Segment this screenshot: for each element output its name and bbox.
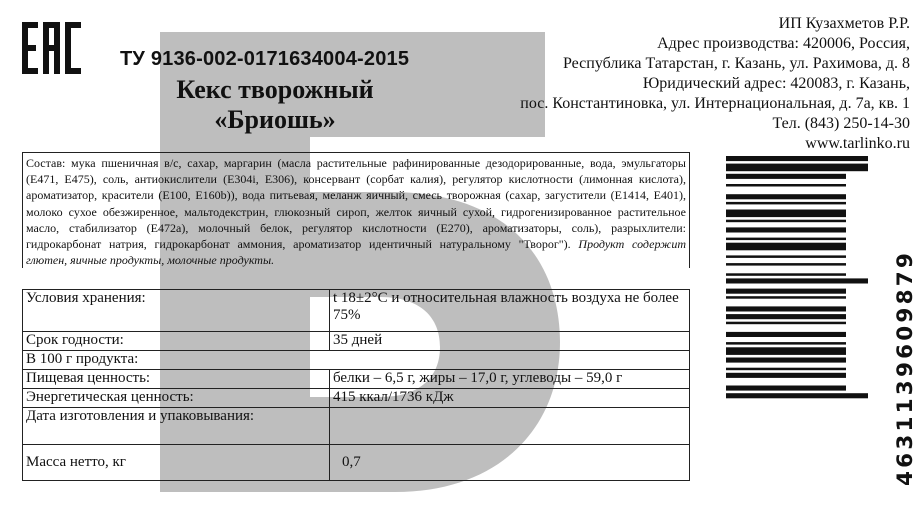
energy-value: 415 ккал/1736 кДж bbox=[330, 389, 690, 408]
product-title-line1: Кекс творожный bbox=[176, 75, 374, 104]
shelf-life-value: 35 дней bbox=[330, 332, 690, 351]
barcode-bar bbox=[726, 255, 846, 258]
barcode-bar bbox=[726, 202, 846, 205]
barcode-bar bbox=[726, 314, 846, 319]
eac-logo bbox=[22, 22, 82, 74]
storage-label: Условия хранения: bbox=[23, 290, 330, 332]
product-info-table bbox=[22, 289, 690, 481]
barcode-bar bbox=[726, 358, 846, 363]
net-mass-value: 0,7 bbox=[330, 445, 690, 481]
barcode-bar bbox=[726, 194, 846, 199]
barcode-bar bbox=[726, 342, 846, 345]
shelf-life-label: Срок годности: bbox=[23, 332, 330, 351]
product-title bbox=[150, 75, 400, 135]
table-row bbox=[23, 370, 690, 389]
table-row bbox=[23, 389, 690, 408]
barcode-bar bbox=[726, 243, 846, 251]
barcode-bar bbox=[726, 306, 846, 311]
barcode-bar bbox=[726, 368, 846, 371]
barcode-bar bbox=[726, 278, 868, 283]
production-date-label: Дата изготовления и упаковывания: bbox=[23, 408, 330, 445]
production-address-line2: Республика Татарстан, г. Казань, ул. Рахимова, д. 8 bbox=[562, 55, 910, 72]
barcode-bar bbox=[726, 184, 846, 187]
nutrition-value: белки – 6,5 г, жиры – 17,0 г, углеводы – 59,0 г bbox=[330, 370, 690, 389]
table-row bbox=[23, 408, 690, 445]
product-title-line2: «Бриошь» bbox=[214, 105, 336, 134]
per-100g-label: В 100 г продукта: bbox=[23, 351, 690, 370]
barcode-bar bbox=[726, 386, 846, 391]
table-row bbox=[23, 445, 690, 481]
storage-value: t 18±2°С и относительная влажность воздуха не более 75% bbox=[330, 290, 690, 332]
manufacturer-name: ИП Кузахметов Р.Р. bbox=[778, 15, 910, 32]
barcode-bar bbox=[726, 273, 846, 276]
barcode-bar bbox=[726, 227, 846, 232]
manufacturer-info bbox=[440, 14, 910, 154]
barcode-bar bbox=[726, 296, 846, 299]
legal-address-line2: пос. Константиновка, ул. Интернациональная, д. 7а, кв. 1 bbox=[520, 95, 910, 112]
barcode-bar bbox=[726, 347, 846, 355]
barcode-bar bbox=[726, 393, 868, 398]
barcode-bar bbox=[726, 174, 846, 179]
legal-address-line1: Юридический адрес: 420083, г. Казань, bbox=[642, 75, 910, 92]
barcode-bar bbox=[726, 238, 846, 241]
barcode-bar bbox=[726, 332, 846, 337]
phone: Тел. (843) 250-14-30 bbox=[772, 115, 910, 132]
table-row bbox=[23, 351, 690, 370]
barcode-bar bbox=[726, 156, 868, 161]
website: www.tarlinko.ru bbox=[805, 135, 910, 152]
barcode bbox=[726, 150, 918, 495]
barcode-bar bbox=[726, 322, 846, 325]
barcode-bar bbox=[726, 373, 846, 378]
allergen-note: Продукт содержит глютен, яичные продукты, молочные продукты. bbox=[26, 237, 686, 268]
composition-box bbox=[22, 152, 690, 268]
barcode-bar bbox=[726, 210, 846, 218]
barcode-bar bbox=[726, 289, 846, 294]
barcode-bar bbox=[726, 164, 868, 172]
composition-text: Состав: мука пшеничная в/с, сахар, маргарин (масла растительные рафинированные дезодорированные, вода, эмульгаторы (Е471, Е475), соль, антиокислители (Е304i, Е306), консервант (сорбат калия), регулятор кислотности (лимонная кислота), ароматизатор, красители (Е100, Е160b)), вода питьевая, меланж яичный, смесь творожная (сахар, загустители (Е1414, Е401), молоко сухое обезжиренное, мальтодекстрин, глюкозный сироп, желток яичный сухой, гидрогенизированное растительное масло, стабилизатор (Е472а), молочный белок, регулятор кислотности (Е270), ароматизаторы, соль), разрыхлители: гидрокарбонат натрия, гидрокарбонат аммония, ароматизатор идентичный натуральному "Творог"). bbox=[26, 156, 686, 252]
nutrition-label: Пищевая ценность: bbox=[23, 370, 330, 389]
standard-code: ТУ 9136-002-0171634004-2015 bbox=[120, 48, 410, 70]
net-mass-label: Масса нетто, кг bbox=[23, 445, 330, 481]
production-date-value bbox=[330, 408, 690, 445]
barcode-bar bbox=[726, 263, 846, 266]
barcode-bar bbox=[726, 220, 846, 223]
table-row bbox=[23, 332, 690, 351]
table-row bbox=[23, 290, 690, 332]
barcode-digits: 4631139609879 bbox=[893, 249, 918, 486]
production-address-line1: Адрес производства: 420006, Россия, bbox=[657, 35, 910, 52]
energy-label: Энергетическая ценность: bbox=[23, 389, 330, 408]
